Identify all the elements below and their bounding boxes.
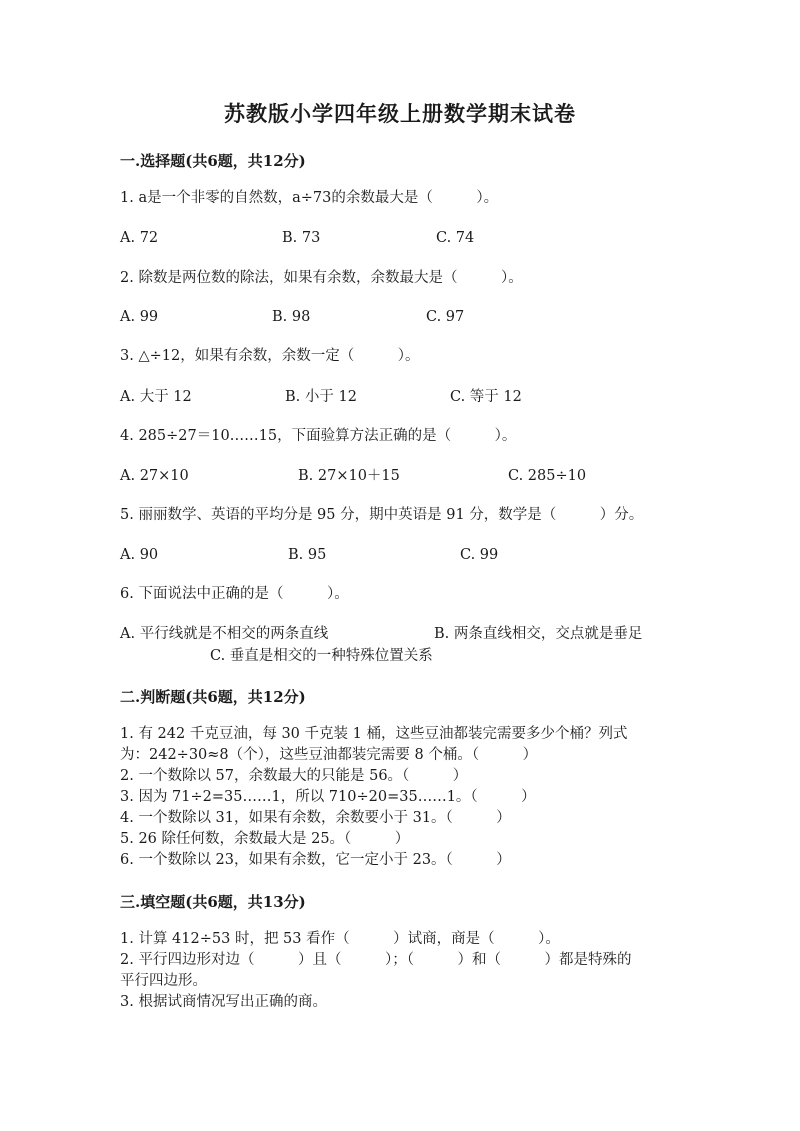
judge-1-line-1: 1. 有 242 千克豆油，每 30 千克装 1 桶，这些豆油都装完需要多少个桶？列式 [120,726,628,742]
question-6-stem: 6. 下面说法中正确的是（ ）。 [120,586,349,602]
fill-3: 3. 根据试商情况写出正确的商。 [120,994,327,1010]
question-6-option-a: A. 平行线就是不相交的两条直线 [120,626,329,642]
question-3-option-a: A. 大于 12 [120,389,192,405]
judge-4: 4. 一个数除以 31，如果有余数，余数要小于 31。（ ） [120,810,511,826]
question-4-option-a: A. 27×10 [120,468,189,484]
question-5-option-c: C. 99 [460,547,499,563]
section-heading-fill-blank: 三.填空题(共6题，共13分) [120,893,306,911]
section-heading-choice: 一.选择题(共6题，共12分) [120,152,306,170]
question-3-option-b: B. 小于 12 [285,389,357,405]
question-3-option-c: C. 等于 12 [450,389,522,405]
question-2-option-c: C. 97 [426,309,465,325]
question-2-option-b: B. 98 [272,309,311,325]
fill-2-line-1: 2. 平行四边形对边（ ）且（ ）；（ ）和（ ）都是特殊的 [120,952,632,968]
judge-2: 2. 一个数除以 57，余数最大的只能是 56。（ ） [120,768,468,784]
question-5-option-a: A. 90 [120,547,159,563]
section-heading-judgement: 二.判断题(共6题，共12分) [120,688,306,706]
page-title: 苏教版小学四年级上册数学期末试卷 [224,101,576,126]
question-1-option-c: C. 74 [436,230,475,246]
judge-5: 5. 26 除任何数，余数最大是 25。（ ） [120,831,410,847]
question-6-option-b: B. 两条直线相交，交点就是垂足 [434,626,643,642]
question-2-stem: 2. 除数是两位数的除法，如果有余数，余数最大是（ ）。 [120,270,523,286]
question-1-option-a: A. 72 [120,230,159,246]
judge-6: 6. 一个数除以 23，如果有余数，它一定小于 23。（ ） [120,852,511,868]
fill-1: 1. 计算 412÷53 时，把 53 看作（ ）试商，商是（ ）。 [120,931,560,947]
question-4-option-c: C. 285÷10 [508,468,587,484]
question-1-stem: 1. a是一个非零的自然数，a÷73的余数最大是（ ）。 [120,190,499,206]
question-2-option-a: A. 99 [120,309,159,325]
question-1-option-b: B. 73 [282,230,321,246]
question-3-stem: 3. △÷12，如果有余数，余数一定（ ）。 [120,348,420,364]
question-5-option-b: B. 95 [288,547,327,563]
fill-2-line-2: 平行四边形。 [120,973,207,989]
judge-3: 3. 因为 71÷2=35……1，所以 710÷20=35……1。（ ） [120,789,536,805]
judge-1-line-2: 为：242÷30≈8（个），这些豆油都装完需要 8 个桶。（ ） [120,747,538,763]
question-4-option-b: B. 27×10＋15 [298,468,400,484]
question-6-option-c: C. 垂直是相交的一种特殊位置关系 [210,648,433,664]
question-4-stem: 4. 285÷27＝10……15，下面验算方法正确的是（ ）。 [120,428,517,444]
question-5-stem: 5. 丽丽数学、英语的平均分是 95 分，期中英语是 91 分，数学是（ ）分。 [120,507,644,523]
